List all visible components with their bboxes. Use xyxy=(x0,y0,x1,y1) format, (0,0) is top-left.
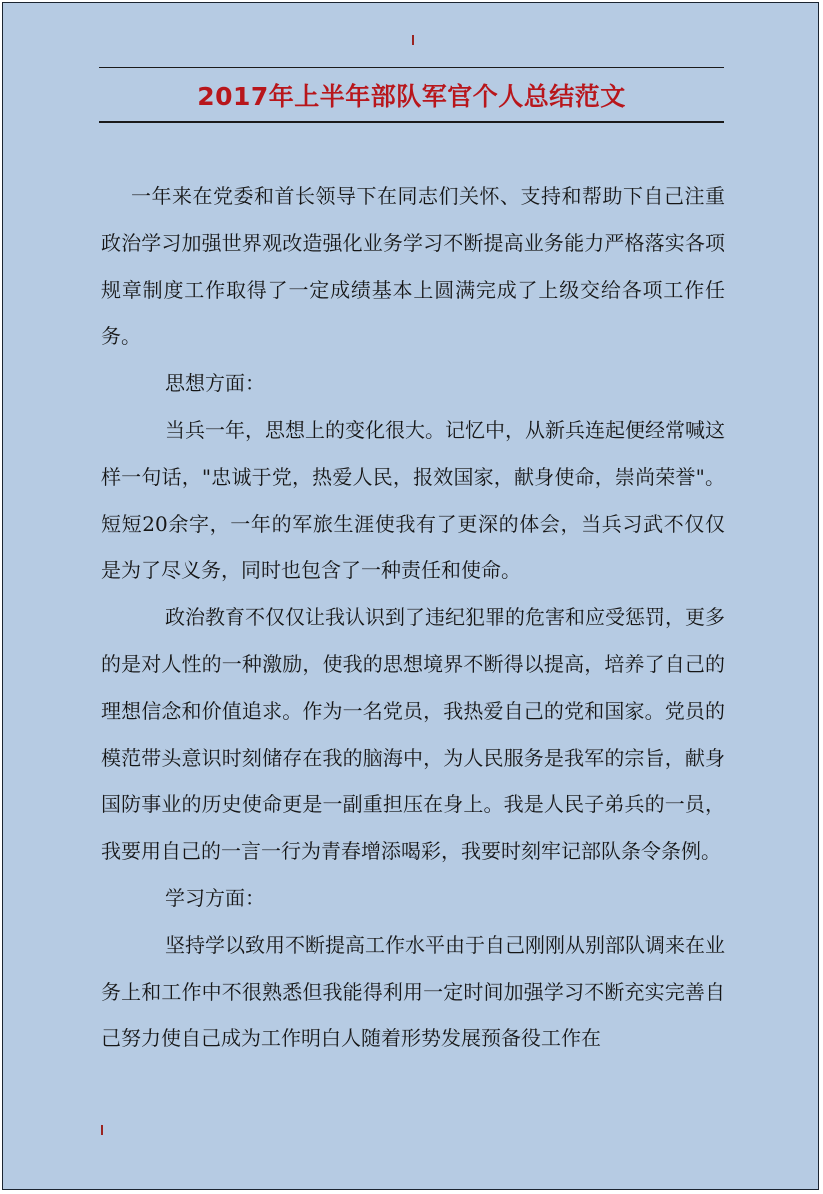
document-body xyxy=(101,173,725,1062)
header-tick-mark xyxy=(412,35,414,45)
title-rule-bottom xyxy=(99,121,724,123)
document-page xyxy=(2,2,819,1190)
thought-paragraph-2: 政治教育不仅仅让我认识到了违纪犯罪的危害和应受惩罚，更多的是对人性的一种激励，使我的思想境界不断得以提高，培养了自己的理想信念和价值追求。作为一名党员，我热爱自己的党和国家。党员的模范带头意识时刻储存在我的脑海中，为人民服务是我军的宗旨，献身国防事业的历史使命更是一副重担压在身上。我是人民子弟兵的一员，我要用自己的一言一行为青春增添喝彩，我要时刻牢记部队条令条例。 xyxy=(101,605,725,864)
title-rule-top xyxy=(99,67,724,68)
section-heading-thought: 思想方面： xyxy=(165,371,265,396)
document-title: 2017年上半年部队军官个人总结范文 xyxy=(197,82,626,111)
thought-paragraph-1: 当兵一年，思想上的变化很大。记忆中，从新兵连起便经常喊这样一句话，"忠诚于党，热爱人民，报效国家，献身使命，崇尚荣誉"。短短20余字，一年的军旅生涯使我有了更深的体会，当兵习武不仅仅是为了尽义务，同时也包含了一种责任和使命。 xyxy=(101,417,725,583)
footer-tick-mark xyxy=(101,1125,103,1135)
study-paragraph: 坚持学以致用不断提高工作水平由于自己刚刚从别部队调来在业务上和工作中不很熟悉但我能得利用一定时间加强学习不断充实完善自己努力使自己成为工作明白人随着形势发展预备役工作在 xyxy=(101,932,725,1051)
section-heading-study: 学习方面： xyxy=(165,885,265,910)
intro-paragraph: 一年来在党委和首长领导下在同志们关怀、支持和帮助下自己注重政治学习加强世界观改造强化业务学习不断提高业务能力严格落实各项规章制度工作取得了一定成绩基本上圆满完成了上级交给各项工作任务。 xyxy=(101,184,725,349)
